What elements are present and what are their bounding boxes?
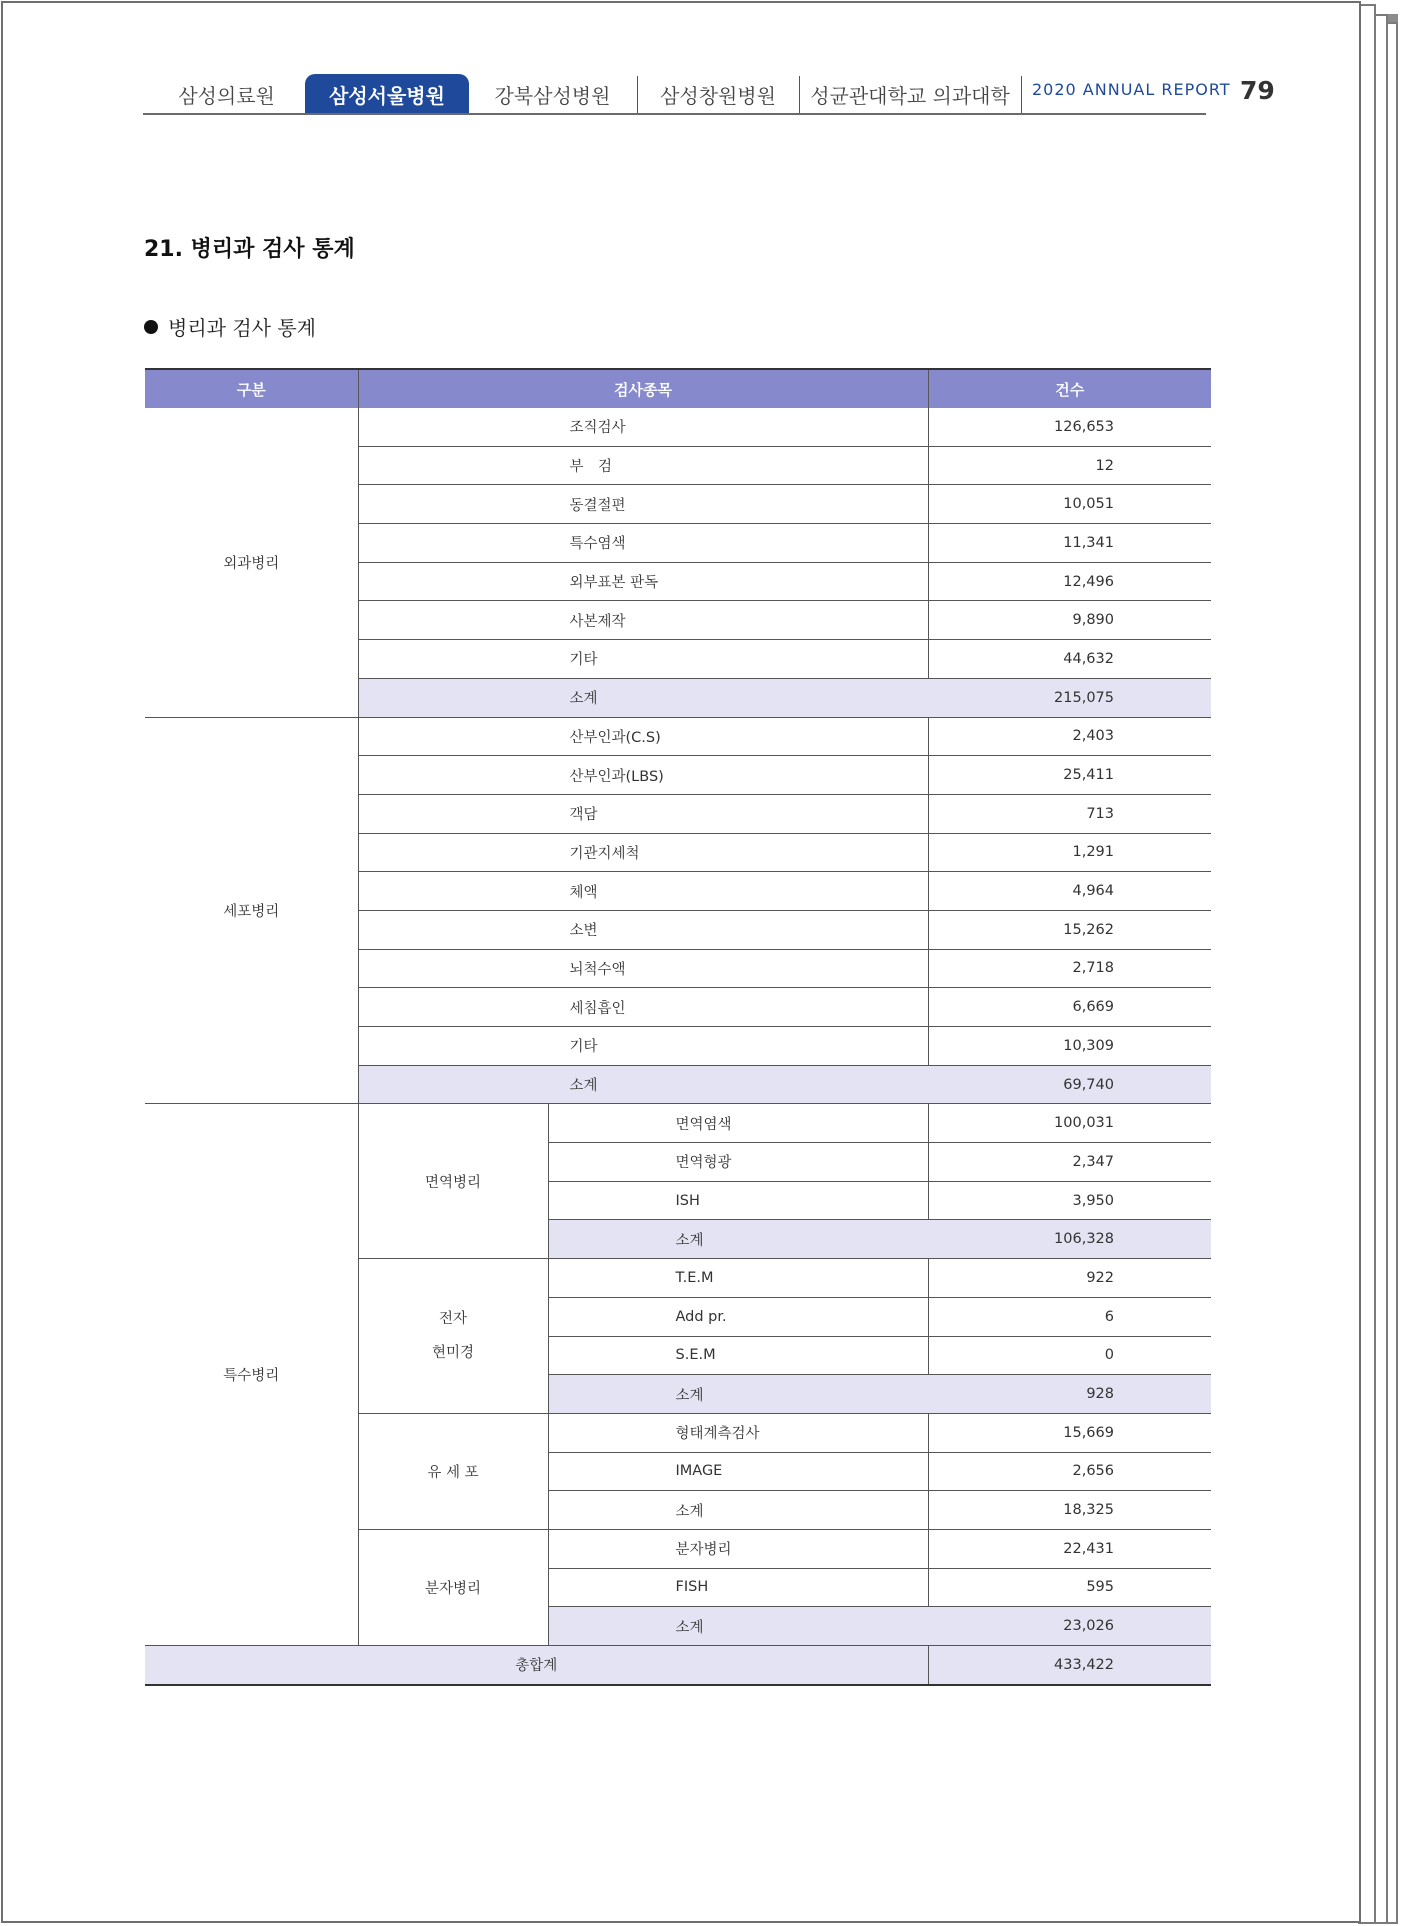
subgroup-label-line: 현미경 — [431, 1345, 475, 1361]
item-cell: 기타 — [358, 1027, 928, 1066]
pathology-stats-table — [145, 368, 1211, 1686]
count-cell: 0 — [928, 1336, 1211, 1375]
item-cell: 조직검사 — [358, 408, 928, 446]
count-cell: 15,262 — [928, 910, 1211, 949]
column-header: 건수 — [928, 369, 1211, 408]
section-title: 21. 병리과 검사 통계 — [144, 237, 355, 262]
table-row — [145, 1104, 1211, 1143]
item-cell: 체액 — [358, 872, 928, 911]
count-cell: 2,347 — [928, 1143, 1211, 1182]
item-cell: 면역형광 — [548, 1143, 928, 1182]
tab-label: 삼성창원병원 — [660, 83, 776, 108]
column-header: 구분 — [145, 369, 358, 408]
subgroup-label: 유 세 포 — [358, 1413, 548, 1529]
table-row — [145, 408, 1211, 446]
count-cell: 22,431 — [928, 1529, 1211, 1568]
item-cell: T.E.M — [548, 1259, 928, 1298]
item-cell: 기관지세척 — [358, 833, 928, 872]
total-label: 총합계 — [145, 1646, 928, 1685]
item-cell: 소변 — [358, 910, 928, 949]
count-cell: 6,669 — [928, 988, 1211, 1027]
item-cell: 분자병리 — [548, 1529, 928, 1568]
item-cell: ISH — [548, 1181, 928, 1220]
item-cell: 소계 — [548, 1375, 928, 1414]
count-cell: 1,291 — [928, 833, 1211, 872]
count-cell: 18,325 — [928, 1491, 1211, 1530]
item-cell: 사본제작 — [358, 601, 928, 640]
item-cell: 특수염색 — [358, 524, 928, 563]
report-label: 2020 ANNUAL REPORT — [1032, 80, 1231, 99]
tab-samsung-changwon-hospital[interactable] — [648, 74, 788, 114]
item-cell: 소계 — [548, 1220, 928, 1259]
item-cell: 객담 — [358, 794, 928, 833]
table-row — [145, 717, 1211, 756]
item-cell: 산부인과(LBS) — [358, 756, 928, 795]
item-cell: 산부인과(C.S) — [358, 717, 928, 756]
header-rule — [143, 113, 1206, 115]
item-cell: Add pr. — [548, 1297, 928, 1336]
group-label: 세포병리 — [145, 717, 358, 1104]
column-header: 검사종목 — [358, 369, 928, 408]
total-count: 433,422 — [928, 1646, 1211, 1685]
subsection-title: 병리과 검사 통계 — [168, 316, 316, 340]
count-cell: 106,328 — [928, 1220, 1211, 1259]
count-cell: 3,950 — [928, 1181, 1211, 1220]
tab-skku-medicine[interactable] — [810, 74, 1010, 114]
item-cell: 기타 — [358, 640, 928, 679]
item-cell: IMAGE — [548, 1452, 928, 1491]
count-cell: 6 — [928, 1297, 1211, 1336]
table-header-row — [145, 369, 1211, 408]
count-cell: 12 — [928, 446, 1211, 485]
tab-label: 삼성서울병원 — [329, 83, 445, 108]
item-cell: 면역염색 — [548, 1104, 928, 1143]
subgroup-label — [358, 1259, 548, 1414]
count-cell: 10,309 — [928, 1027, 1211, 1066]
tab-samsung-seoul-hospital[interactable] — [305, 74, 469, 114]
item-cell: 소계 — [548, 1491, 928, 1530]
count-cell: 69,740 — [928, 1065, 1211, 1104]
item-cell: S.E.M — [548, 1336, 928, 1375]
count-cell: 2,403 — [928, 717, 1211, 756]
total-row — [145, 1646, 1211, 1685]
item-cell: FISH — [548, 1568, 928, 1607]
count-cell: 928 — [928, 1375, 1211, 1414]
tab-divider — [799, 76, 800, 114]
item-cell: 외부표본 판독 — [358, 562, 928, 601]
count-cell: 23,026 — [928, 1607, 1211, 1646]
count-cell: 10,051 — [928, 485, 1211, 524]
item-cell: 뇌척수액 — [358, 949, 928, 988]
count-cell: 2,718 — [928, 949, 1211, 988]
count-cell: 713 — [928, 794, 1211, 833]
count-cell: 922 — [928, 1259, 1211, 1298]
subgroup-label: 분자병리 — [358, 1529, 548, 1645]
tab-divider — [1021, 76, 1022, 114]
item-cell: 소계 — [358, 1065, 928, 1104]
item-cell: 소계 — [358, 678, 928, 717]
tab-kangbuk-samsung-hospital[interactable] — [480, 74, 625, 114]
group-label: 외과병리 — [145, 408, 358, 717]
page-number: 79 — [1240, 76, 1275, 105]
subgroup-label-line: 전자 — [438, 1311, 467, 1327]
count-cell: 215,075 — [928, 678, 1211, 717]
tab-samsung-medical-center[interactable] — [168, 74, 285, 114]
count-cell: 100,031 — [928, 1104, 1211, 1143]
subgroup-label: 면역병리 — [358, 1104, 548, 1259]
count-cell: 15,669 — [928, 1413, 1211, 1452]
item-cell: 세침흡인 — [358, 988, 928, 1027]
item-cell: 소계 — [548, 1607, 928, 1646]
group-label: 특수병리 — [145, 1104, 358, 1646]
count-cell: 4,964 — [928, 872, 1211, 911]
count-cell: 126,653 — [928, 408, 1211, 446]
tab-label: 삼성의료원 — [178, 83, 275, 108]
count-cell: 595 — [928, 1568, 1211, 1607]
item-cell: 형태계측검사 — [548, 1413, 928, 1452]
tab-label: 강북삼성병원 — [494, 83, 611, 108]
count-cell: 25,411 — [928, 756, 1211, 795]
count-cell: 9,890 — [928, 601, 1211, 640]
tab-label: 성균관대학교 의과대학 — [810, 83, 1010, 108]
bullet-icon — [144, 320, 158, 334]
count-cell: 12,496 — [928, 562, 1211, 601]
count-cell: 44,632 — [928, 640, 1211, 679]
item-cell: 부 검 — [358, 446, 928, 485]
subsection-heading — [144, 312, 316, 341]
count-cell: 11,341 — [928, 524, 1211, 563]
tab-divider — [637, 76, 638, 114]
item-cell: 동결절편 — [358, 485, 928, 524]
count-cell: 2,656 — [928, 1452, 1211, 1491]
